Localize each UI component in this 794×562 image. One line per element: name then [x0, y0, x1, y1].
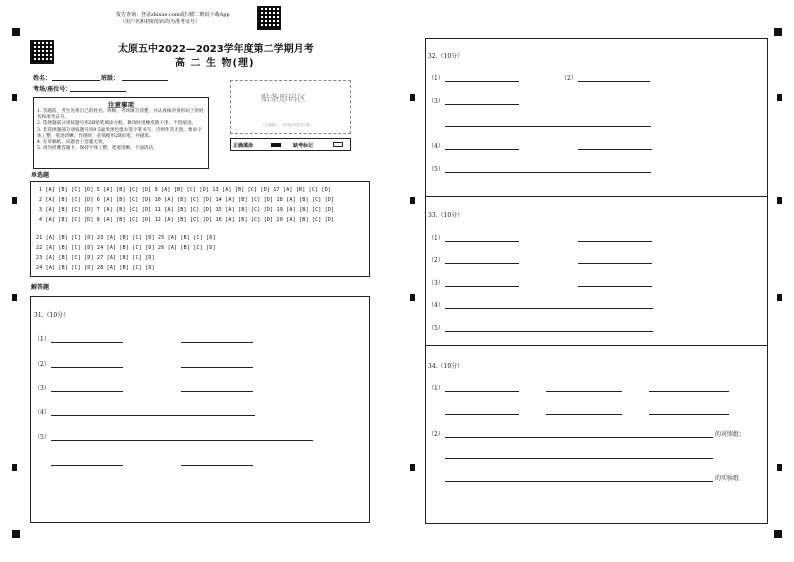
notice-item: 4. 在草稿纸、试题卷上答题无效。 [37, 140, 108, 146]
q32-part-label: （1） [428, 75, 444, 82]
q34-answer-line[interactable] [445, 414, 519, 415]
q34-answer-line[interactable] [445, 458, 713, 459]
q33-title: 33.（10分） [428, 212, 464, 219]
room-seat-field[interactable] [70, 91, 126, 92]
choice-row[interactable]: 23 [A] [B] [C] [D] 27 [A] [B] [C] [D] [36, 255, 155, 261]
name-field[interactable] [52, 80, 100, 81]
q33-answer-line[interactable] [445, 308, 653, 309]
registration-mark [12, 530, 20, 538]
name-label: 姓名： [33, 75, 52, 82]
notice-item: 2. 选择题部分请按题号用2B铅笔填涂方框，修改时用橡皮擦干净，不留痕迹。 [37, 121, 197, 127]
q33-part-label: （5） [428, 325, 444, 332]
q34-control-group-suffix: 的对照组； [715, 431, 746, 438]
q31-answer-box [30, 296, 370, 523]
timing-mark [12, 197, 17, 204]
q31-answer-line[interactable] [181, 391, 253, 392]
choice-section-title: 单选题 [31, 172, 50, 179]
correct-fill-sample [271, 143, 281, 147]
q34-answer-line[interactable] [649, 391, 729, 392]
q32-answer-line[interactable] [445, 149, 519, 150]
q33-part-label: （3） [428, 280, 444, 287]
choice-row[interactable]: 1 [A] [B] [C] [D] 5 [A] [B] [C] [D] 9 [A] [B] [C] [D] 13 [A] [B] [C] [D] 17 [A] [B] [C] [D] [39, 187, 332, 193]
choice-row[interactable]: 2 [A] [B] [C] [D] 6 [A] [B] [C] [D] 10 [A] [B] [C] [D] 14 [A] [B] [C] [D] 18 [A] [B] [C] [D] [39, 197, 335, 203]
q32-title: 32.（10分） [428, 53, 464, 60]
absent-mark-checkbox[interactable] [333, 142, 343, 147]
q31-answer-line[interactable] [51, 465, 123, 466]
registration-mark [774, 530, 782, 538]
q31-answer-line[interactable] [51, 342, 123, 343]
q31-answer-line[interactable] [181, 465, 253, 466]
q32-answer-line[interactable] [445, 126, 651, 127]
q33-part-label: （2） [428, 257, 444, 264]
username-note: （用户名和初始密码均为准考证号） [120, 19, 201, 25]
q33-answer-line[interactable] [445, 263, 519, 264]
q31-answer-line[interactable] [51, 391, 123, 392]
choice-row[interactable]: 22 [A] [B] [C] [D] 24 [A] [B] [C] [D] 26 [A] [B] [C] [D] [36, 245, 216, 251]
notice-item: 3. 非选择题部分请按题号用0.5毫米黑色墨水签字笔书写，否则作答无效。要求字体工整、笔迹清晰。作图时，必须使用2B铅笔，并描浓。 [37, 127, 202, 139]
q31-part-label: （2） [34, 361, 50, 368]
subject-title: 高 二 生 物(理) [175, 58, 255, 69]
q34-answer-box [425, 346, 768, 524]
registration-mark [774, 28, 782, 36]
q32-answer-line[interactable] [578, 149, 652, 150]
q34-part-label: （2） [428, 431, 444, 438]
report-query-note: 报告查询：登录zhixue.com或扫描二维码下载App [116, 12, 230, 18]
timing-mark [410, 464, 415, 471]
q32-part-label: （4） [428, 143, 444, 150]
class-label: 班级： [101, 75, 120, 82]
timing-mark [777, 294, 782, 301]
room-seat-label: 考场/座位号： [33, 86, 72, 93]
q34-part-label: （1） [428, 385, 444, 392]
q33-answer-box [425, 196, 768, 346]
choice-answer-grid [30, 181, 370, 277]
q34-answer-line[interactable] [649, 414, 729, 415]
q31-answer-line[interactable] [181, 342, 253, 343]
absent-mark-label: 缺考标记 [293, 143, 314, 149]
q32-answer-line[interactable] [445, 104, 519, 105]
q32-part-label: （3） [428, 98, 444, 105]
timing-mark [410, 94, 415, 101]
timing-mark [777, 197, 782, 204]
q34-answer-line[interactable] [546, 414, 622, 415]
q33-answer-line[interactable] [445, 241, 519, 242]
q31-answer-line[interactable] [51, 367, 123, 368]
q31-part-label: （5） [34, 434, 50, 441]
choice-row[interactable]: 4 [A] [B] [C] [D] 8 [A] [B] [C] [D] 12 [A] [B] [C] [D] 16 [A] [B] [C] [D] 20 [A] [B] [C] [D] [39, 217, 335, 223]
q34-answer-line[interactable] [445, 437, 713, 438]
q33-answer-line[interactable] [578, 263, 652, 264]
q31-title: 31.（10分） [34, 312, 70, 319]
q31-answer-line[interactable] [51, 440, 313, 441]
exam-title: 太原五中2022—2023学年度第二学期月考 [118, 44, 314, 55]
correct-fill-label: 正确填涂 [233, 143, 254, 149]
timing-mark [410, 294, 415, 301]
fill-legend [230, 138, 351, 151]
q33-answer-line[interactable] [445, 331, 653, 332]
timing-mark [410, 197, 415, 204]
answer-section-title: 解答题 [31, 284, 50, 291]
notice-box [33, 97, 209, 169]
choice-row[interactable]: 21 [A] [B] [C] [D] 23 [A] [B] [C] [D] 25 [A] [B] [C] [D] [36, 235, 216, 241]
q31-part-label: （1） [34, 336, 50, 343]
student-qr-code [30, 40, 54, 64]
q33-answer-line[interactable] [445, 286, 519, 287]
barcode-area [230, 80, 351, 134]
timing-mark [12, 294, 17, 301]
barcode-area-note: （正面朝上，切勿贴出虚线方框） [261, 123, 314, 127]
q34-experiment-group-suffix: 的实验组 [715, 475, 740, 482]
timing-mark [12, 94, 17, 101]
barcode-area-label: 贴条形码区 [261, 94, 307, 104]
q34-answer-line[interactable] [445, 391, 519, 392]
q33-part-label: （1） [428, 235, 444, 242]
q32-answer-line[interactable] [445, 172, 651, 173]
q32-part-label: （5） [428, 166, 444, 173]
q33-answer-line[interactable] [578, 286, 652, 287]
q32-answer-line[interactable] [445, 81, 519, 82]
q31-part-label: （4） [34, 409, 50, 416]
timing-mark [777, 464, 782, 471]
notice-item: 5. 请勿折叠答题卡，保持字体工整、笔迹清晰、卡面清洁。 [37, 146, 158, 152]
q31-part-label: （3） [34, 385, 50, 392]
q32-part-label: （2） [561, 75, 577, 82]
class-field[interactable] [122, 80, 168, 81]
q31-answer-line[interactable] [181, 367, 253, 368]
timing-mark [12, 464, 17, 471]
q33-part-label: （4） [428, 302, 444, 309]
notice-item: 1. 答题前，考生先将自己的姓名、班级、考场填写清楚，并认真核对条形码上的姓名和准考证号。 [37, 109, 204, 121]
q33-answer-line[interactable] [578, 241, 652, 242]
registration-mark [12, 28, 20, 36]
app-qr-code[interactable] [257, 6, 281, 30]
timing-mark [777, 94, 782, 101]
notice-title: 注意事项 [108, 101, 134, 109]
q34-title: 34.（10分） [428, 363, 464, 370]
choice-row[interactable]: 3 [A] [B] [C] [D] 7 [A] [B] [C] [D] 11 [A] [B] [C] [D] 15 [A] [B] [C] [D] 19 [A] [B] [C] [D] [39, 207, 335, 213]
choice-row[interactable]: 24 [A] [B] [C] [D] 28 [A] [B] [C] [D] [36, 265, 155, 271]
q34-answer-line[interactable] [546, 391, 622, 392]
q32-answer-line[interactable] [578, 81, 650, 82]
q31-answer-line[interactable] [51, 415, 255, 416]
q34-answer-line[interactable] [445, 481, 713, 482]
q32-answer-box [425, 38, 768, 196]
